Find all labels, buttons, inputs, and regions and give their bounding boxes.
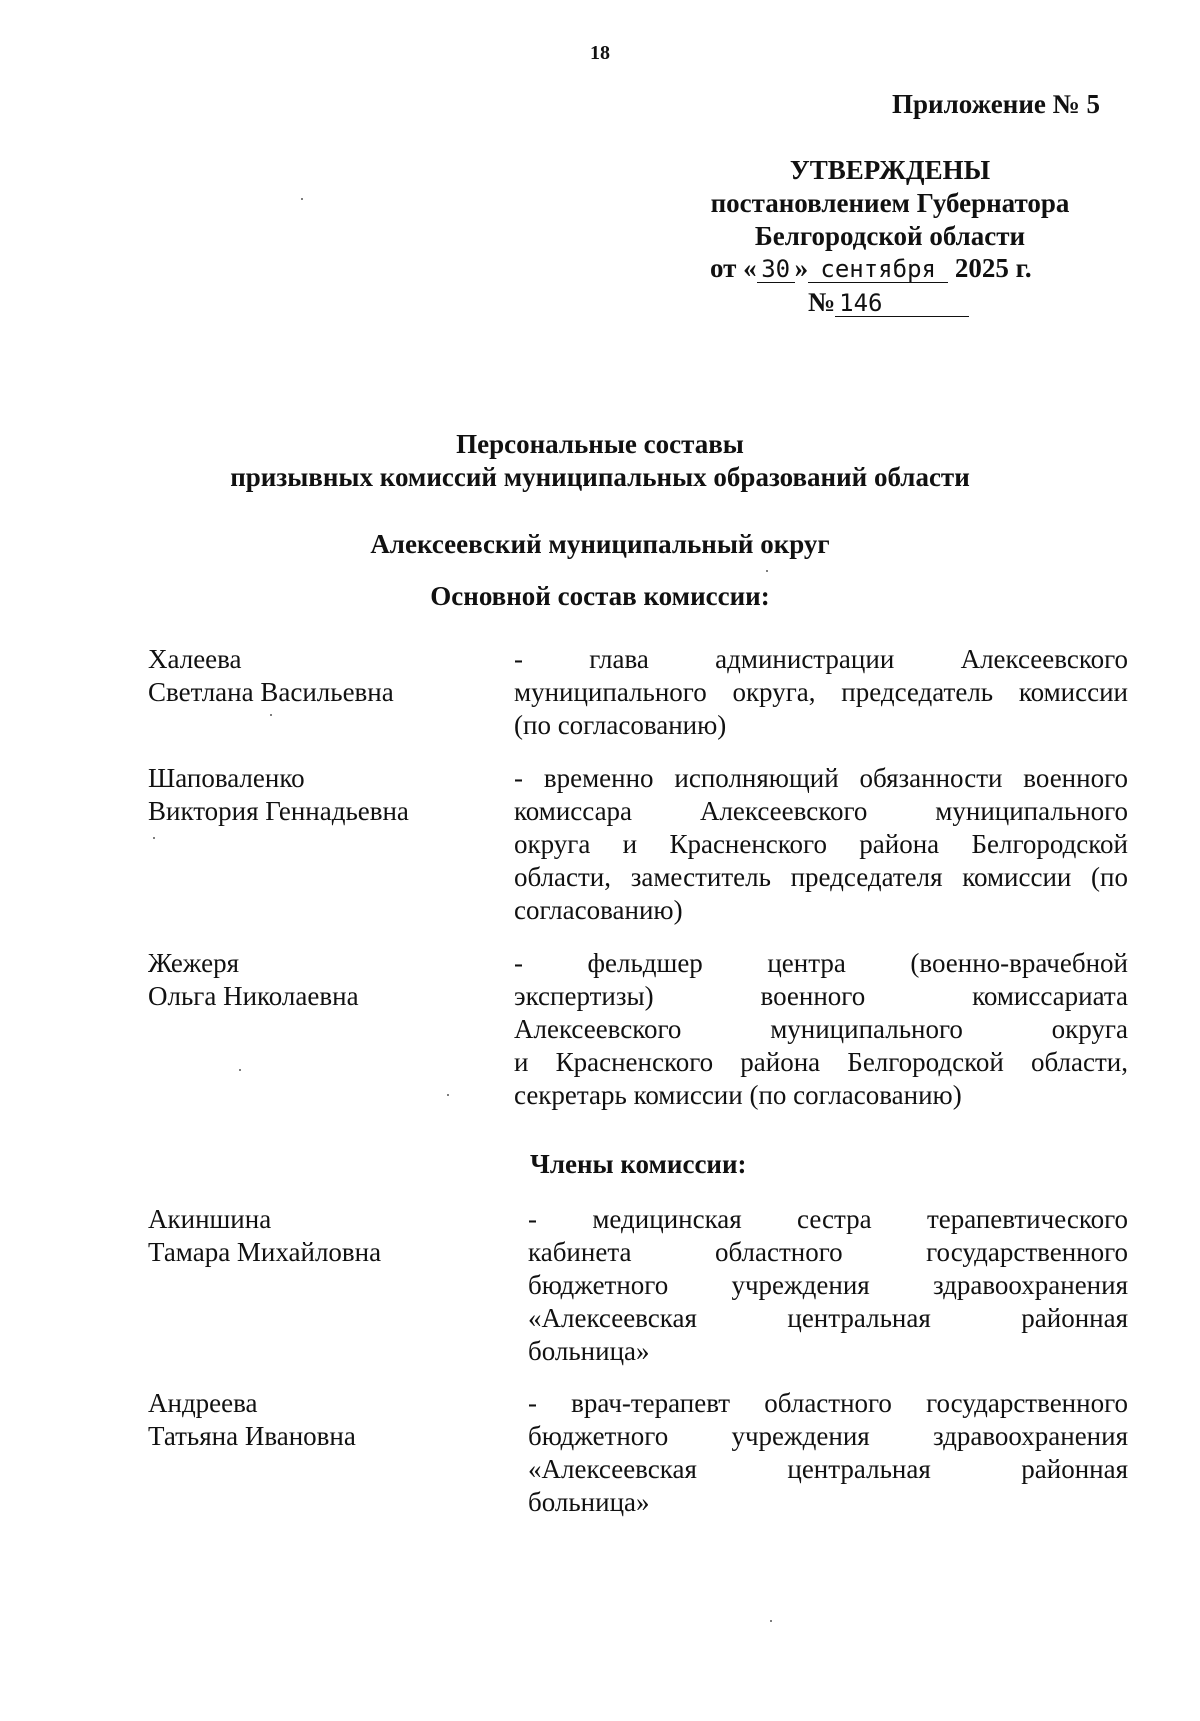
member-role — [514, 643, 1128, 742]
role-line: - медицинская сестра терапевтического — [528, 1204, 1128, 1234]
role-line: экспертизы) военного комиссариата — [514, 981, 1128, 1011]
member-surname: Халеева — [148, 644, 242, 674]
scan-speck — [153, 837, 155, 839]
scan-speck — [770, 1620, 772, 1622]
member-given-name: Виктория Геннадьевна — [148, 796, 409, 826]
date-day-handwritten: 30 — [757, 256, 795, 283]
role-line: - врач-терапевт областного государственного — [528, 1388, 1128, 1418]
member-role — [514, 947, 1128, 1112]
member-surname: Жежеря — [148, 948, 240, 978]
role-line: секретарь комиссии (по согласованию) — [514, 1080, 962, 1110]
member-surname: Андреева — [148, 1388, 258, 1418]
member-surname: Шаповаленко — [148, 763, 305, 793]
member-role — [528, 1203, 1128, 1368]
date-month-handwritten: сентября — [808, 256, 948, 283]
approved-label: УТВЕРЖДЕНЫ — [789, 155, 991, 185]
role-line: - глава администрации Алексеевского — [514, 644, 1128, 674]
approval-number — [808, 287, 969, 318]
scan-speck — [766, 570, 768, 572]
approved-by-line2: Белгородской области — [754, 221, 1026, 251]
approval-date — [710, 253, 1032, 284]
member-role — [528, 1387, 1128, 1519]
approval-block — [660, 154, 1120, 253]
scan-speck — [270, 714, 272, 716]
title-line2: призывных комиссий муниципальных образований области — [230, 462, 970, 492]
role-line: (по согласованию) — [514, 710, 727, 740]
role-line: Алексеевского муниципального округа — [514, 1014, 1128, 1044]
number-prefix: № — [808, 287, 836, 317]
role-line: бюджетного учреждения здравоохранения — [528, 1421, 1128, 1451]
date-year: 2025 г. — [954, 253, 1032, 283]
appendix-label: Приложение № 5 — [892, 89, 1100, 119]
member-given-name: Ольга Николаевна — [148, 981, 359, 1011]
member-name — [148, 643, 488, 709]
role-line: - фельдшер центра (военно-врачебной — [514, 948, 1128, 978]
member-name — [148, 762, 488, 828]
role-line: - временно исполняющий обязанности военного — [514, 763, 1128, 793]
main-section-heading: Основной состав комиссии: — [430, 581, 770, 611]
page-number: 18 — [590, 42, 610, 64]
role-line: больница» — [528, 1487, 650, 1517]
role-line: согласованию) — [514, 895, 683, 925]
member-surname: Акиншина — [148, 1204, 272, 1234]
member-given-name: Татьяна Ивановна — [148, 1421, 356, 1451]
number-handwritten: 146 — [835, 290, 969, 317]
scan-speck — [447, 1094, 449, 1096]
member-role — [514, 762, 1128, 927]
role-line: «Алексеевская центральная районная — [528, 1303, 1128, 1333]
member-name — [148, 1387, 488, 1453]
title-line1: Персональные составы — [456, 429, 744, 459]
scan-speck — [239, 1069, 241, 1071]
role-line: области, заместитель председателя комиссии (по — [514, 862, 1128, 892]
approved-by-line1: постановлением Губернатора — [710, 188, 1070, 218]
role-line: больница» — [528, 1336, 650, 1366]
member-given-name: Тамара Михайловна — [148, 1237, 382, 1267]
member-name — [148, 947, 488, 1013]
document-title — [0, 428, 1200, 494]
role-line: «Алексеевская центральная районная — [528, 1454, 1128, 1484]
members-section-heading: Члены комиссии: — [530, 1149, 747, 1179]
role-line: бюджетного учреждения здравоохранения — [528, 1270, 1128, 1300]
member-name — [148, 1203, 488, 1269]
district-heading: Алексеевский муниципальный округ — [370, 529, 830, 559]
date-prefix: от « — [710, 253, 757, 283]
role-line: муниципального округа, председатель комиссии — [514, 677, 1128, 707]
role-line: кабинета областного государственного — [528, 1237, 1128, 1267]
role-line: комиссара Алексеевского муниципального — [514, 796, 1128, 826]
date-mid: » — [794, 253, 809, 283]
role-line: округа и Красненского района Белгородской — [514, 829, 1128, 859]
member-given-name: Светлана Васильевна — [148, 677, 394, 707]
role-line: и Красненского района Белгородской области, — [514, 1047, 1128, 1077]
scan-speck — [301, 198, 303, 200]
